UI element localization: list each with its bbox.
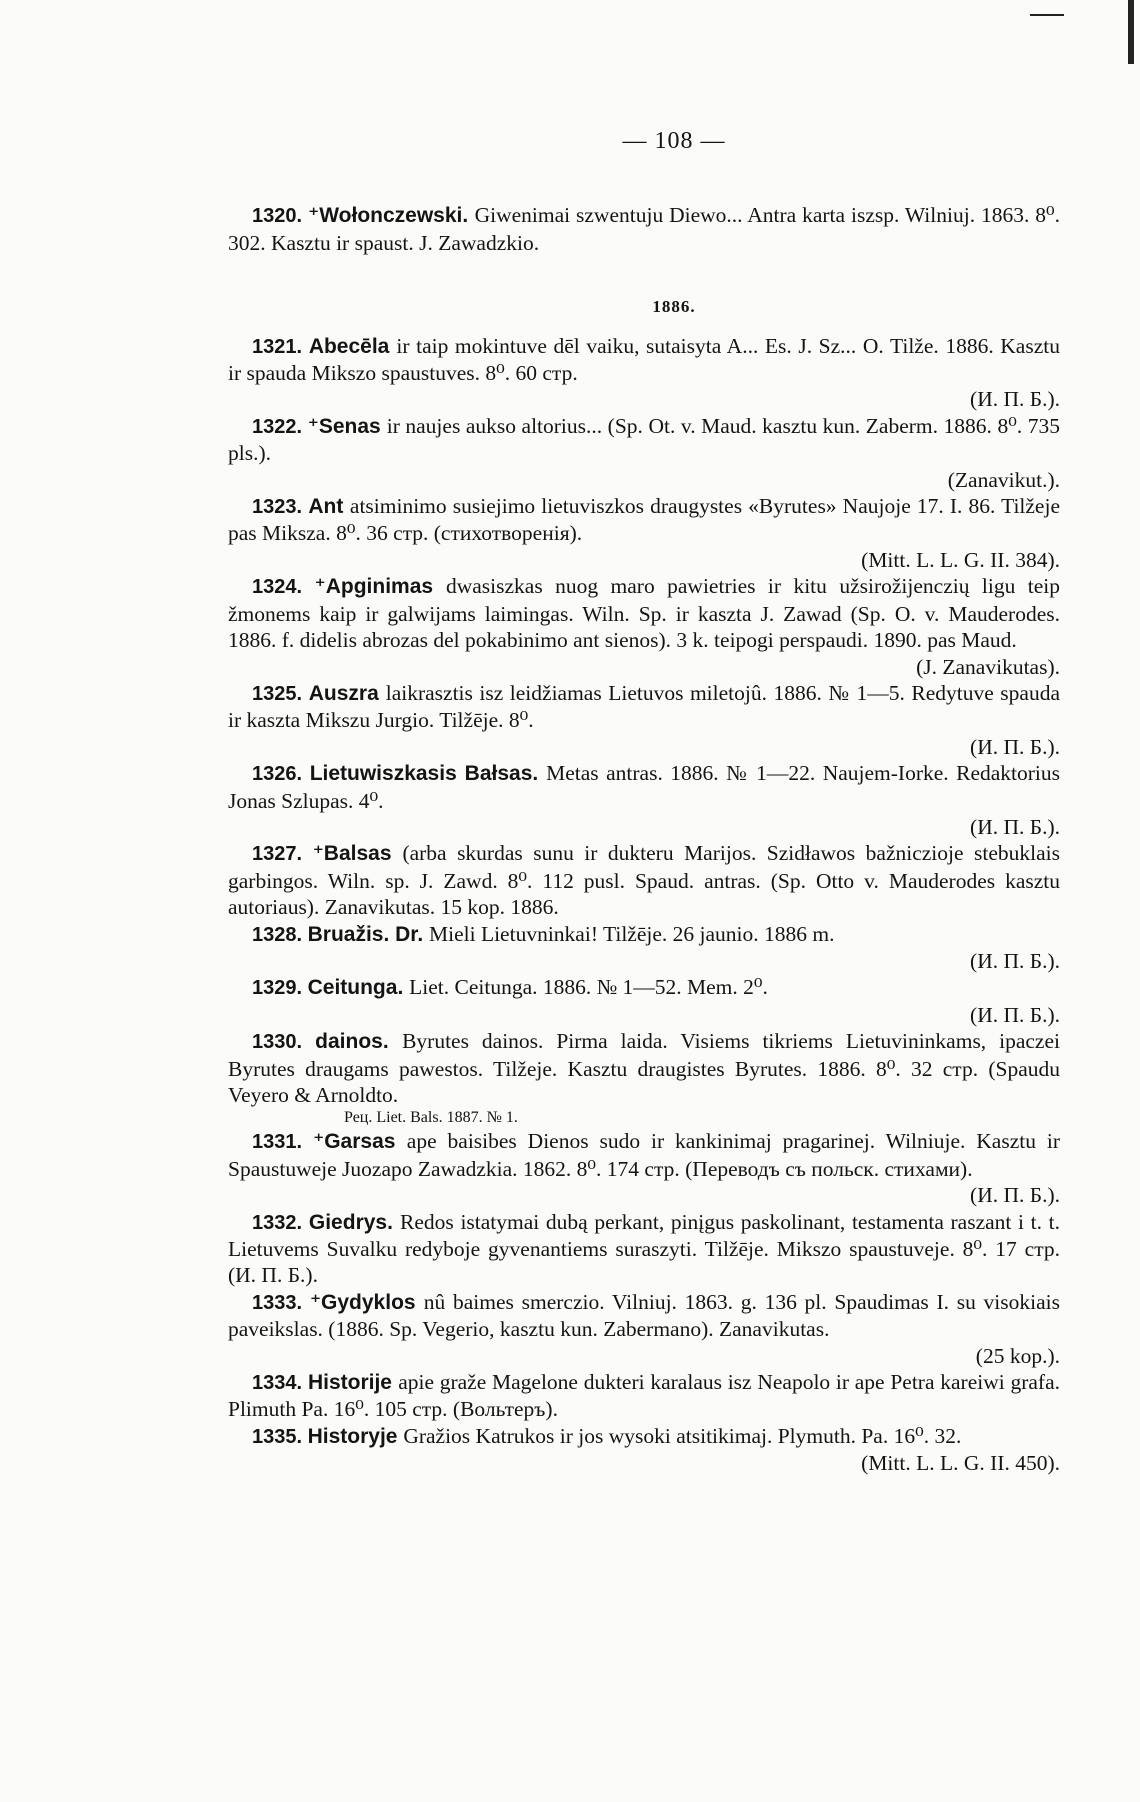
entry-number: 1320.: [252, 205, 309, 228]
entry-keyword: ⁺Senas: [307, 414, 387, 438]
entry-keyword: ⁺Garsas: [313, 1130, 407, 1154]
entry-keyword: ⁺Apginimas: [314, 575, 446, 599]
entry-review-note: Рец. Liet. Bals. 1887. № 1.: [344, 1109, 518, 1127]
entry-number: 1329.: [252, 977, 308, 1000]
bibliography-entry: [228, 1028, 1060, 1128]
entry-body: Byrutes dainos. Pirma laida. Visiems tikriems Lietuvininkams, ipaczei Byrutes draugams pawestos. Tilžeje. Kasztu draugistes Byrutes. 1886. 8⁰. 32 стр. (Spaudu Veyero & Arnoldto.: [228, 1029, 1060, 1107]
entry-number: 1333.: [252, 1291, 310, 1314]
entry-number: 1332.: [252, 1211, 309, 1234]
entry-source: (И. П. Б.).: [970, 734, 1060, 759]
entry-source: (И. П. Б.).: [970, 948, 1060, 973]
entry-body: atsiminimo susiejimo lietuviszkos draugystes «Byrutes» Naujoje 17. I. 86. Tilžeje pas Miksza. 8⁰. 36 стр. (стихотворенія).: [228, 494, 1060, 546]
entry-keyword: Historije: [307, 1371, 399, 1395]
entry-body: apie graže Magelone dukteri karalaus isz Neapolo ir ape Petra kareiwi grafa. Plimuth Pa. 16⁰. 105 стр. (Вольтеръ).: [228, 1370, 1060, 1422]
entry-body: ape baisibes Dienos sudo ir kankinimaj pragarinej. Wilniuje. Kasztu ir Spaustuweje Juozapo Zawadzkia. 1862. 8⁰. 174 стр. (Переводъ съ польск. стихами).: [228, 1129, 1060, 1181]
entry-keyword: Ceitunga.: [307, 976, 410, 1000]
entry-keyword: ⁺Wołonczewski.: [308, 204, 475, 228]
entry-source: (И. П. Б.).: [970, 387, 1060, 412]
entry-keyword: Abecēla: [308, 334, 397, 358]
entry-number: 1334.: [252, 1372, 308, 1395]
document-page: [228, 128, 1060, 1477]
entry-body: dwasiszkas nuog maro pawietries ir kitu užsirožijenczių ligu teip žmonems kaip ir galwijams laimingas. Wiln. Sp. ir kaszta J. Zawad (Sp. O. v. Mauderodes. 1886. f. didelis abrozas del pokabinimo ant sienos). 3 k. teipogi perspaudi. 1890. pas Maud.: [228, 574, 1060, 653]
entry-number: 1323.: [252, 496, 309, 519]
margin-mark: [1128, 0, 1134, 64]
bibliography-entry: [228, 974, 1060, 1028]
entry-source: (Zanavikut.).: [947, 467, 1060, 492]
entry-source: (Mitt. L. L. G. II. 450).: [861, 1451, 1060, 1476]
bibliography-entry: [228, 680, 1060, 760]
entry-body: Mieli Lietuvninkai! Tilžēje. 26 jaunio. 1886 m.: [429, 921, 835, 946]
entry-keyword: Auszra: [308, 681, 386, 705]
entry-source: (25 kop.).: [975, 1343, 1060, 1368]
entry-body: Gražios Katrukos ir jos wysoki atsitikimaj. Plymuth. Pa. 16⁰. 32.: [403, 1423, 962, 1448]
entry-body: Giwenimai szwentuju Diewo... Antra karta iszsp. Wilniuj. 1863. 8⁰. 302. Kasztu ir spaust. J. Zawadzkio.: [228, 203, 1060, 255]
entry-number: 1321.: [252, 335, 309, 358]
bibliography-entry: [228, 1209, 1060, 1289]
entry-source: (И. П. Б.).: [970, 814, 1060, 839]
bibliography-entry: [228, 413, 1060, 493]
margin-mark: [1030, 14, 1064, 16]
entries-list: [228, 202, 1060, 1476]
entry-number: 1331.: [252, 1131, 314, 1154]
entry-keyword: dainos.: [315, 1030, 403, 1054]
entry-body: (arba skurdas sunu ir dukteru Marijos. Szidławos bažniczioje stebuklais garbingos. Wiln. sp. J. Zawd. 8⁰. 112 pusl. Spaud. antras. (Sp. Otto v. Mauderodes kasztu autoriaus). Zanavikutas. 15 kop. 1886.: [228, 841, 1060, 920]
entry-source: (J. Zanavikutas).: [916, 654, 1060, 679]
entry-source: (Mitt. L. L. G. II. 384).: [861, 547, 1060, 572]
page-number: — 108 —: [622, 128, 726, 154]
entry-number: 1322.: [252, 415, 308, 438]
entry-number: 1335.: [252, 1425, 308, 1448]
entry-number: 1330.: [252, 1031, 316, 1054]
entry-keyword: Bruažis. Dr.: [307, 922, 429, 946]
entry-keyword: ⁺Balsas: [312, 842, 403, 866]
entry-keyword: Historyje: [307, 1424, 404, 1448]
bibliography-entry: [228, 573, 1060, 680]
entry-body: Liet. Ceitunga. 1886. № 1—52. Mem. 2⁰.: [409, 975, 768, 1000]
entry-body: ir taip mokintuve dēl vaiku, sutaisyta A... Es. J. Sz... O. Tilže. 1886. Kasztu ir spauda Mikszo spaustuves. 8⁰. 60 стр.: [228, 333, 1060, 386]
entry-number: 1328.: [252, 923, 308, 946]
year-heading: 1886.: [652, 297, 696, 317]
bibliography-entry: [228, 1289, 1060, 1369]
entry-keyword: Lietuwiszkasis Bałsas.: [309, 762, 547, 786]
entry-body: Redos istatymai dubą perkant, pinįgus paskolinant, testamenta raszant i t. t. Lietuvems Suvalku redyboje gyvenantiems suraszyti. Tilžēje. Mikszo spaustuveje. 8⁰. 17 стр. (И. П. Б.).: [228, 1209, 1061, 1288]
entry-keyword: Giedrys.: [308, 1210, 401, 1234]
bibliography-entry: [228, 760, 1060, 840]
entry-body: laikrasztis isz leidžiamas Lietuvos miletojû. 1886. № 1—5. Redytuve spauda ir kaszta Mikszu Jurgio. Tilžēje. 8⁰.: [228, 680, 1061, 733]
entry-body: nû baimes smerczio. Vilniuj. 1863. g. 136 pl. Spaudimas I. su visokiais paveikslas. (1886. Sp. Vegerio, kasztu kun. Zabermano). Zanavikutas.: [228, 1289, 1060, 1342]
bibliography-entry: [228, 493, 1060, 573]
bibliography-entry: [228, 840, 1060, 920]
bibliography-entry: [228, 1128, 1060, 1208]
entry-number: 1326.: [252, 763, 310, 786]
bibliography-entry: [228, 202, 1060, 256]
bibliography-entry: [228, 1369, 1060, 1423]
entry-number: 1327.: [252, 843, 313, 866]
entry-number: 1324.: [252, 576, 315, 599]
entry-number: 1325.: [252, 682, 309, 705]
entry-body: ir naujes aukso altorius... (Sp. Ot. v. Maud. kasztu kun. Zaberm. 1886. 8⁰. 735 pls.).: [228, 413, 1060, 466]
entry-source: (И. П. Б.).: [970, 1183, 1060, 1208]
bibliography-entry: [228, 1423, 1060, 1477]
entry-body: Metas antras. 1886. № 1—22. Naujem-Iorke. Redaktorius Jonas Szlupas. 4⁰.: [228, 761, 1060, 813]
bibliography-entry: [228, 921, 1060, 975]
entry-keyword: ⁺Gydyklos: [309, 1290, 424, 1314]
bibliography-entry: [228, 333, 1060, 413]
entry-keyword: Ant: [308, 495, 350, 519]
entry-source: (И. П. Б.).: [970, 1002, 1060, 1027]
